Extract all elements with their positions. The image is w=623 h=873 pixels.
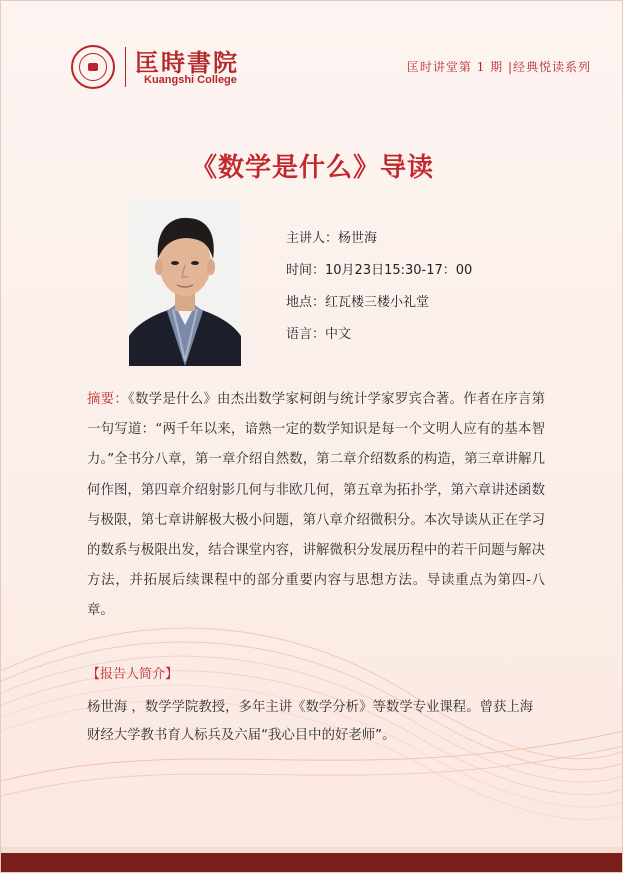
speaker-line: 主讲人：杨世海 [286,231,378,246]
time-line: 时间：10月23日15:30-17：00 [286,263,473,278]
abstract-text: 《数学是什么》由杰出数学家柯朗与统计学家罗宾合著。作者在序言第一句写道：“两千年以来，谙熟一定的数学知识是每一个文明人应有的基本智力。”全书分八章，第一章介绍自然数，第二章介绍数系的构造，第三章讲解几何作图，第四章介绍射影几何与非欧几何，第五章为拓扑学，第六章讲述函数与极限，第七章讲解极大极小问题，第八章介绍微积分。本次导读从正在学习的数系与极限出发，结合课堂内容，讲解微积分发展历程中的若干问题与解决方法，并拓展后续课程中的部分重要内容与思想方法。导读重点为第四-八章。 [87,392,545,619]
footer-bar [1,853,623,873]
event-info [286,227,472,355]
college-name-en: Kuangshi College [144,74,237,86]
header [71,41,591,91]
location-line: 地点：红瓦楼三楼小礼堂 [286,295,430,310]
abstract-label: 摘要： [87,392,129,407]
language-line: 语言：中文 [286,327,352,342]
bio-text: 杨世海 ，数学学院教授，多年主讲《数学分析》等数学专业课程。曾获上海财经大学教书育人标兵及六届“我心目中的好老师”。 [87,700,534,743]
series-label: 匡时讲堂第 1 期 |经典悦读系列 [406,60,591,74]
speaker-photo [129,201,241,366]
bio-heading: 【报告人简介】 [87,667,179,682]
abstract-paragraph [87,385,545,627]
page-title: 《数学是什么》导读 [190,153,434,183]
college-seal-icon [71,45,115,89]
college-name-cn: 匡時書院 [135,48,239,77]
header-divider [125,47,126,87]
